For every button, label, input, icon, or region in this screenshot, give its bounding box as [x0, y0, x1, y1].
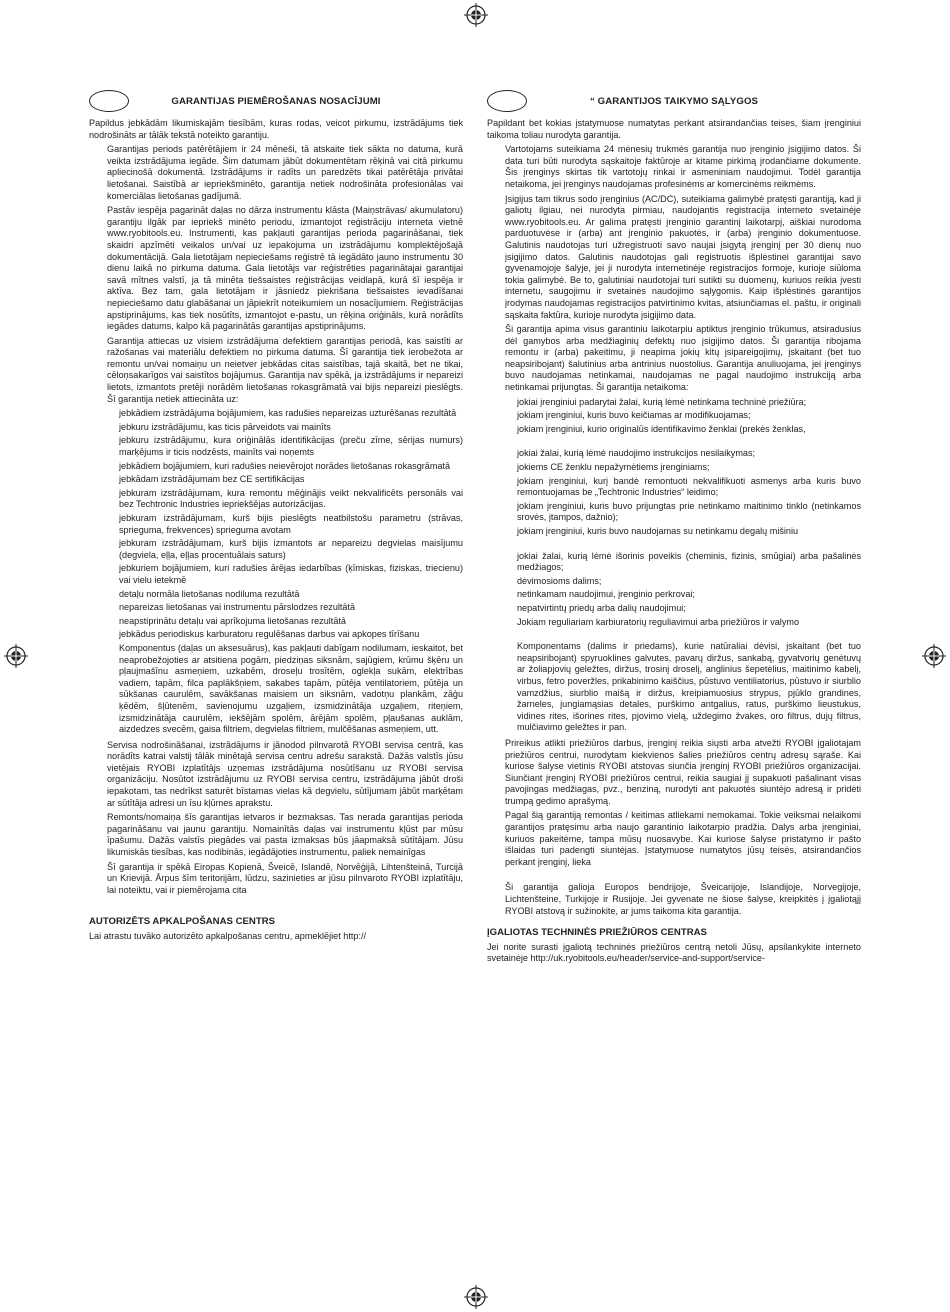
- registration-mark-right: [922, 644, 946, 668]
- exclusion-item: jebkuru izstrādājumu, kura oriģinālās identifikācijas (preču zīme, sērijas numurs) marķējums ir ticis nodzēsts, mainīts vai noņemts: [119, 435, 463, 458]
- exclusion-item: jebkuriem bojājumiem, kuri radušies ārējas iedarbības (ķīmiskas, fiziskas, triecienu) vai vielu ietekmē: [119, 563, 463, 585]
- exclusion-item: jebkuram izstrādājumam, kurš bijis izmantots ar nepareizu degvielas maisījumu (degviela, eļļa, eļļas procentuālais saturs): [119, 538, 463, 560]
- exclusion-item: jebkuram izstrādājumam, kurš bijis pieslēgts neatbilstošu parametru (strāvas, sprieguma, frekvences) spriegumа avotam: [119, 513, 463, 535]
- exclusion-item: jokiems CE ženklu nepažymėtiems įrenginiams;: [517, 462, 710, 473]
- repair-paragraph: Pagal šią garantiją remontas / keitimas atliekami nemokamai. Tokie veiksmai nelaikomi garantijos pratęsimu arba naujo garantinio laikotarpio pradžia. Dalys arba įrenginiai, kuriuos pakeitėme, tampa mūsų nuosavybe. Kai kuriose šalyse pristatymo ir pašto išlaidas turi padengti siuntėjas. Įstatymuose numatytos jūsų teisės, atsirandančios perkant įrenginį, lieka: [505, 810, 861, 867]
- service-centre-heading: AUTORIZĒTS APKALPOŠANAS CENTRS: [89, 916, 276, 928]
- registration-mark-left: [4, 644, 28, 668]
- exclusion-item: jokiai įrenginiui padarytai žalai, kurią lėmė netinkama techninė priežiūra;: [517, 396, 807, 407]
- exclusion-item: jebkādiem bojājumiem, kuri radušies neievērojot norādes lietošanas rokasgrāmatā: [119, 460, 451, 471]
- extended-warranty-paragraph: Pastāv iespēja pagarināt daļas no dārza instrumentu klāsta (Maiņstrāvas/ akumulatoru) garantiju ilgāk par iepriekš minēto periodu, izmantojot reģistrāciju interneta vietnē www.ryobitools.eu. Instrumenti, kas pakļauti garantijas perioda pagarināšanai, tiek skaidri apzīmēti veikalos un/vai uz iepakojuma un izstrādājumu komplektējošajā dokumentācijā. Gala lietotājam nepieciešams reģistrē tā iegādāto jauno instrumentu 30 dienu laikā no pirkuma datuma. Gala lietotājs var reģistrēties pagarinātajai garantijai savā mītnes valstī, ja tā minēta tiešsaistes reģistrācijas veidlapā, kurā šī iespēja ir aktīva. Bez tam, gala lietotājam ir jāsniedz piekrišana tiešsaistes ievadīšanai nepieciešamo datu glabāšanai un jāpiekrīt noteikumiem un nosacījumiem. Reģistrācijas apstiprinājums, kas tiek nosūtīts, izmantojot e-pastu, un rēķina oriģināls, kurā norādīts iegādes datums, kalpo kā pagarinātās garantijas apstiprinājums.: [107, 205, 463, 332]
- warranty-period-paragraph: Vartotojams suteikiama 24 mėnesių trukmės garantija nuo įrenginio įsigijimo datos. Ši data turi būti nurodyta sąskaitoje faktūroje ar kitame pirkimą įrodančiame dokumente. Šis įrenginys skirtas tik vartotojų rinkai ir asmeniniam naudojimui. Todėl garantija netaikoma, jei įrenginys naudojamas profesinėms ar komercinėms reikmėms.: [505, 144, 861, 189]
- exclusion-item: jokiam įrenginiui, kuris buvo keičiamas ar modifikuojamas;: [517, 410, 751, 421]
- coverage-paragraph: Ši garantija apima visus garantiniu laikotarpiu aptiktus įrenginio trūkumus, atsiradusius dėl gamybos arba medžiaginių defektų nuo įsigijimo datos. Ši garantija ribojama remontu ir (arba) pakeitimu, ji neapima jokių kitų įsipareigojimų, įskaitant (bet tuo neapsiribojant) šalutinius arba antrinius nuostolius. Garantija anuliuojama, jei įrenginys buvo naudojamas netinkamai, naudojamas ne pagal naudojimo instrukciją arba netinkamai prijungtas. Ši garantija netaikoma:: [505, 324, 861, 393]
- exclusion-item: netinkamam naudojimui, įrenginio perkrovai;: [517, 589, 695, 600]
- coverage-paragraph: Garantija attiecas uz visiem izstrādājuma defektiem garantijas periodā, kas saistīti ar ražošanas vai materiālu defektiem no pirkuma datuma. Šī garantija tiek ierobežota ar remontu un/vai nomaiņu un neietver jebkādas citas saistības, tajā skaitā, bet ne tikai, cēloņsakarīgos vai saistītos bojājumus. Garantija nav spēkā, ja izstrādājums ir nepareizi lietots, izmantots pretēji norādēm lietošanas rokasgrāmatā vai bijis nepareizi pieslēgts. Šī garantija netiek attiecināta uz:: [107, 335, 463, 404]
- exclusion-item: detaļu normāla lietošanas nodiluma rezultātā: [119, 588, 300, 599]
- service-paragraph: Prireikus atlikti priežiūros darbus, įrenginį reikia siųsti arba atvežti RYOBI įgaliotajam priežiūros centrui, nurodytam kiekvienos šalies priežiūros centrų adresų sąraše. Kai kuriose šalyse vietinis RYOBI atstovas siunčia įrenginį RYOBI priežiūros organizacijai. Siunčiant įrenginį RYOBI priežiūros centrui, reikia saugiai jį supakuoti pašalinant visas pavojingas medžiagas, pvz., benziną, nurodyti ant pakuotės siuntėjo adresą ir pridėti trumpą gedimo aprašymą.: [505, 737, 861, 806]
- warranty-period-paragraph: Garantijas periods patērētājiem ir 24 mēneši, tā atskaite tiek sākta no datuma, kurā veikta izstrādājuma iegāde. Šim datumam jābūt dokumentētam rēķinā vai citā pirkumu apliecinošā dokumentā. Izstrādājums ir radīts un paredzēts tikai patērētāja privātai lietošanai. Saistībā ar iepriekšminēto, garantija netiek nodrošināta profesionālas vai komerciālas lietošanas gadījumā.: [107, 144, 463, 201]
- lithuanian-header: [487, 90, 861, 114]
- registration-mark-top: [464, 3, 488, 27]
- exclusion-item: dėvimosioms dalims;: [517, 575, 602, 586]
- intro-paragraph: Papildant bet kokias įstatymuose numatytas perkant atsirandančias teises, šiam įrenginiui taikoma toliau nurodyta garantija.: [487, 118, 861, 140]
- exclusion-item: jokiam įrenginiui, kurį bandė remontuoti nekvalifikuoti asmenys arba kuris buvo remontuojamas be „Techtronic Industries“ leidimo;: [517, 475, 861, 498]
- exclusion-item: jokiam įrenginiui, kuris buvo naudojamas su netinkamu degalų mišiniu: [517, 526, 799, 536]
- exclusion-item: jebkuru izstrādājumu, kas ticis pārveidots vai mainīts: [119, 421, 331, 432]
- exclusion-item: jokiai žalai, kurią lėmė išorinis poveikis (cheminis, fizinis, smūgiai) arba pašalinės medžiagos;: [517, 550, 861, 573]
- territory-paragraph: Šī garantija ir spēkā Eiropas Kopienā, Šveicē, Islandē, Norvēģijā, Lihtenšteinā, Turcijā un Krievijā. Ārpus šīm teritorijām, lūdzu, sazinieties ar jūsu pilnvaroto RYOBI izplatītāju, lai noteiktu, vai ir piemērojama cita: [107, 861, 463, 895]
- latvian-warranty-column: [89, 90, 463, 946]
- registration-mark-bottom: [464, 1285, 488, 1309]
- lithuanian-warranty-column: [487, 90, 861, 968]
- exclusion-item: jebkādam izstrādājumam bez CE sertifikācijas: [119, 474, 305, 485]
- exclusion-item: neapstiprinātu detaļu vai aprīkojuma lietošanas rezultātā: [119, 615, 346, 626]
- territory-paragraph: Ši garantija galioja Europos bendrijoje, Šveicarijoje, Islandijoje, Norvegijoje, Lichtenšteine, Turkijoje ir Rusijoje. Jei gyvenate ne šiose šalyse, kreipkitės į įgaliotąjį RYOBI atstovą ir sužinokite, ar jums taikoma kita garantija.: [505, 882, 861, 916]
- exclusion-item: jokiam įrenginiui, kuris buvo prijungtas prie netinkamo maitinimo tinklo (netinkamos srovės, įtampos, dažnio);: [517, 500, 861, 523]
- latvian-title: GARANTIJAS PIEMĒROŠANAS NOSACĪJUMI: [171, 96, 381, 107]
- exclusion-item: jokiai žalai, kurią lėmė naudojimo instrukcijos nesilaikymas;: [517, 448, 756, 459]
- exclusion-item: jebkuram izstrādājumam, kura remontu mēģinājis veikt nekvalificēts personāls vai bez Techtronic Industries iepriekšējas autorizācijas.: [119, 487, 463, 510]
- exclusion-item: Komponentams (dalims ir priedams), kurie natūraliai dėvisi, įskaitant (bet tuo neapsiribojant) spyruoklines galvutes, pavarų diržus, sankabą, gyvatvorių genėtuvų ar žoliapjovių geležtes, diržus, trosinį droselį, anglinius šepetėlius, maitinimo kabelį, virbus, fetro poveržles, prikabinimo kaiščius, pūstuvo ventiliatorius, pūstuvo ir siurblio vamzdžius, siurblio maišą ir diržus, kreipiamuosius strypus, pjūklo grandines, žarneles, jungiamąsias detales, purškimo antgalius, ratus, purškimo lieustukus, vidines rites, išorines rites, pjovimo vielą, uždegimo žvakes, oro filtrus, dujų filtrus, mulčiavimo geležtes ir pan.: [517, 641, 861, 733]
- exclusion-item: Komponentus (daļas un aksesuārus), kas pakļauti dabīgam nodilumam, ieskaitot, bet neaprobežojoties ar atsitiena pogām, piedziņas siksnām, sajūgiem, krūmu šķēru un pļaujmašīnu asmeņiem, uzkabēm, droseļu trosītēm, oglekļa sukām, elektrības vadiem, tapām, filca paplākšņiem, sakabes tapām, pūtēja ventilatoriem, pūtēja un sūkšanas caurulēm, savākšanas maisiem un siksnām, vadotņu plankām, zāģu ķēdēm, šļūtenēm, savienojumu uzgaļiem, izsmidzinātāja uzgaļiem, riteņiem, izsmidzinātāja caurulēm, iekšējām spolēm, ārējām spolēm, pļaušanas auklām, aizdedzes svecēm, gaisa filtriem, degvielas filtriem, mulčēšanas asmeņiem, utt.: [119, 642, 463, 735]
- latvian-header: [89, 90, 463, 114]
- lithuanian-title: “ GARANTIJOS TAIKYMO SĄLYGOS: [589, 96, 759, 107]
- intro-paragraph: Papildus jebkādām likumiskajām tiesībām, kuras rodas, veicot pirkumu, izstrādājums tiek nodrošināts ar tālāk tekstā noteikto garantiju.: [89, 118, 463, 140]
- service-centre-heading: ĮGALIOTAS TECHNINĖS PRIEŽIŪROS CENTRAS: [487, 927, 707, 939]
- service-centre-text: Jei norite surasti įgaliotą techninės priežiūros centrą netoli Jūsų, apsilankykite interneto svetainėje http://uk.ryobitools.eu/header/service-and-support/service-: [487, 941, 861, 964]
- service-centre-text: Lai atrastu tuvāko autorizēto apkalpošanas centru, apmeklējiet http://: [89, 931, 367, 941]
- exclusion-item: jokiam įrenginiui, kurio originalūs identifikavimo ženklai (prekės ženklas,: [517, 423, 806, 434]
- exclusion-item: nepatvirtintų priedų arba dalių naudojimui;: [517, 602, 686, 613]
- repair-paragraph: Remonts/nomaiņa šīs garantijas ietvaros ir bezmaksas. Tas nerada garantijas perioda pagarināšanu vai jaunu garantiju. Nomainītās daļas vai instrumentu kļūst par mūsu īpašumu. Dažās valstīs piegādes vai pasta izmaksas būs jāapmaksā sūtītājam. Jūsu likumiskās tiesības, kas nodibinās, iegādājoties instrumentu, paliek nemainīgas: [107, 812, 463, 858]
- extended-warranty-paragraph: Įsigijus tam tikrus sodo įrenginius (AC/DC), suteikiama galimybė pratęsti garantiją, kad ji galiotų ilgiau, nei nurodyta pirmiau, naudojantis registracija interneto svetainėje www.ryobitools.eu. Ar galima pratęsti įrenginio garantinį laikotarpį, aiškiai nurodoma parduotuvėse ir (arba) ant įrenginio pakuotės, ir (arba) įrenginio dokumentuose. Galutinis naudotojas turi užregistruoti savo naujai įsigytą įrenginį per 30 dienų nuo įsigijimo datos. Galutinis naudotojas gali registruotis išplėstinei garantijai savo gyvenamojoje šalyje, jei ji nurodyta internetinėje registracijos formoje, kurioje siūloma tokia galimybė. Be to, galutiniai naudotojai turi sutikti su duomenų, kuriuos reikia įvesti internetu, saugojimu ir svetainės naudojimo sąlygomis. Kaip išplėstinės garantijos įrodymas naudojamas registracijos patvirtinimo kvitas, atsiunčiamas el. paštu, ir originali sąskaita faktūra, kurioje nurodyta įsigijimo data.: [505, 193, 861, 320]
- exclusion-item: Jokiam reguliariam karbiuratorių reguliavimui arba priežiūros ir valymo: [517, 616, 800, 627]
- exclusion-item: jebkādus periodiskus karburatoru regulēšanas darbus vai apkopes tīrīšanu: [119, 629, 420, 640]
- exclusion-item: jebkādiem izstrādājuma bojājumiem, kas radušies nepareizas uzturēšanas rezultātā: [119, 408, 457, 419]
- exclusion-item: nepareizas lietošanas vai instrumentu pārslodzes rezultātā: [119, 602, 356, 613]
- service-paragraph: Servisa nodrošināšanai, izstrādājums ir jānodod pilnvarotā RYOBI servisa centrā, kas norādīts katrai valstij tālāk minētajā servisa centru adrešu sarakstā. Dažās valstīs jūsu vietējais RYOBI izplatītājs uzņemas izstrādājuma nosūtīšanu uz RYOBI servisa organizāciju. Nosūtot izstrādājumu uz RYOBI servisa centru, izstrādājuma jābūt droši iepakotam, tas nedrīkst saturēt bīstamas vielas kā degvielu, sūtījumam jābūt marķētam ar sūtītāja adresi un īsu kļūmes aprakstu.: [107, 739, 463, 808]
